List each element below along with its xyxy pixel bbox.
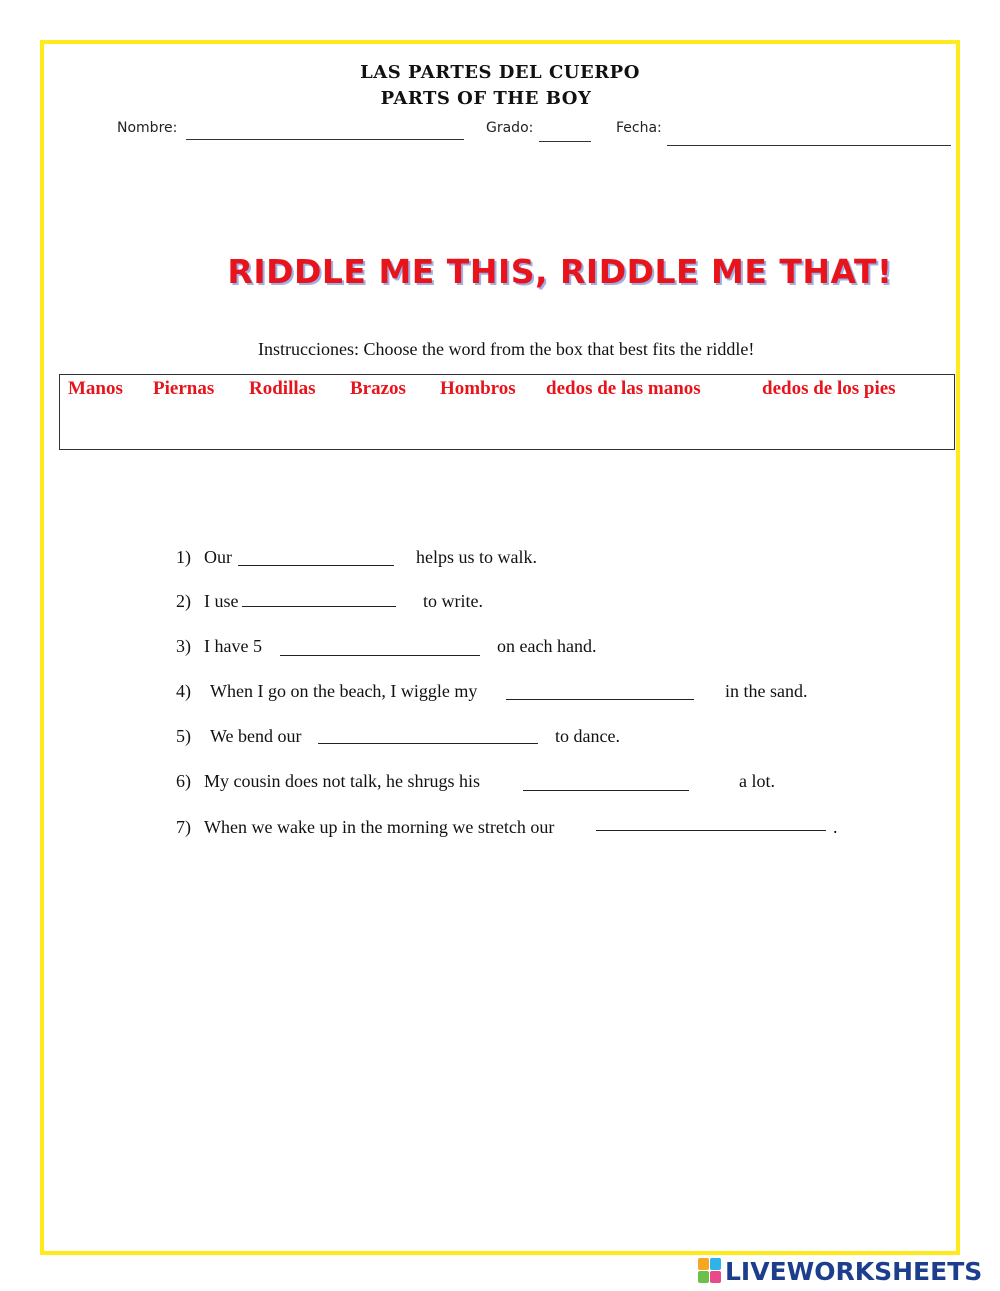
question-text: When we wake up in the morning we stretch our — [204, 817, 555, 837]
riddle-heading: RIDDLE ME THIS, RIDDLE ME THAT! — [227, 252, 893, 291]
worksheet-title: LAS PARTES DEL CUERPO — [360, 62, 640, 83]
date-label: Fecha: — [616, 120, 662, 136]
instructions-text: Instrucciones: Choose the word from the box that best fits the riddle! — [258, 339, 755, 359]
question-number: 3) — [176, 636, 191, 656]
answer-blank-7[interactable] — [596, 830, 826, 831]
answer-blank-2[interactable] — [242, 606, 396, 607]
answer-blank-3[interactable] — [280, 655, 480, 656]
answer-blank-6[interactable] — [523, 790, 689, 791]
word-bank-item: Manos — [68, 378, 123, 399]
question-text: Our — [204, 547, 232, 567]
question-text: We bend our — [210, 726, 302, 746]
grade-label: Grado: — [486, 120, 534, 136]
word-bank-item: Rodillas — [249, 378, 316, 399]
question-number: 6) — [176, 771, 191, 791]
question-number: 7) — [176, 817, 191, 837]
question-text: on each hand. — [497, 636, 597, 656]
grade-field[interactable] — [539, 141, 591, 142]
question-number: 2) — [176, 591, 191, 611]
word-bank-item: Brazos — [350, 378, 406, 399]
question-text: . — [833, 817, 838, 837]
brand-name: LIVEWORKSHEETS — [725, 1256, 983, 1286]
logo-blocks-icon — [698, 1258, 722, 1284]
question-number: 5) — [176, 726, 191, 746]
word-bank-item: dedos de las manos — [546, 378, 701, 399]
question-text: a lot. — [739, 771, 775, 791]
word-bank-item: Hombros — [440, 378, 516, 399]
question-text: helps us to walk. — [416, 547, 537, 567]
answer-blank-1[interactable] — [238, 565, 394, 566]
question-number: 1) — [176, 547, 191, 567]
worksheet-subtitle: PARTS OF THE BOY — [380, 88, 592, 109]
question-text: My cousin does not talk, he shrugs his — [204, 771, 480, 791]
question-text: in the sand. — [725, 681, 808, 701]
word-bank-item: Piernas — [153, 378, 215, 399]
answer-blank-5[interactable] — [318, 743, 538, 744]
word-bank-item: dedos de los pies — [762, 378, 896, 399]
question-number: 4) — [176, 681, 191, 701]
date-field[interactable] — [667, 145, 951, 146]
question-text: I have 5 — [204, 636, 262, 656]
question-text: to dance. — [555, 726, 620, 746]
question-text: When I go on the beach, I wiggle my — [210, 681, 478, 701]
question-text: I use — [204, 591, 239, 611]
liveworksheets-logo — [698, 1258, 982, 1284]
name-field[interactable] — [186, 139, 464, 140]
answer-blank-4[interactable] — [506, 699, 694, 700]
name-label: Nombre: — [117, 120, 178, 136]
question-text: to write. — [423, 591, 483, 611]
